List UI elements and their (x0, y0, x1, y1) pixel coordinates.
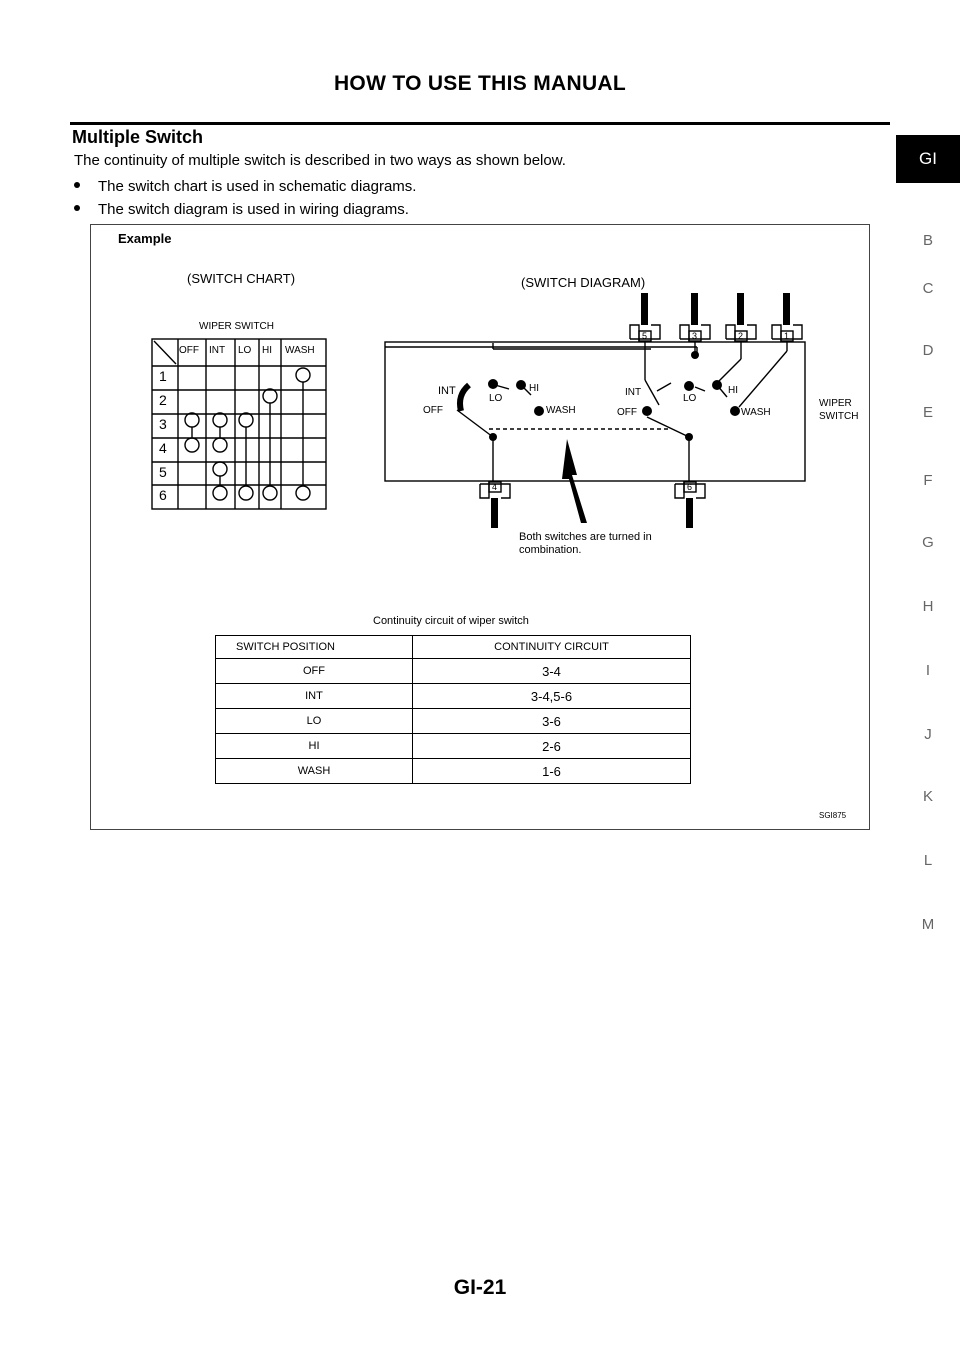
table-row (216, 709, 691, 734)
table-cell-position: INT (216, 684, 413, 709)
bullet-text: The switch chart is used in schematic diagrams. (98, 178, 417, 195)
side-tab-l[interactable]: L (923, 852, 933, 869)
wiper-switch-chart-label: WIPER SWITCH (199, 321, 274, 332)
right-switch-hi: HI (728, 385, 738, 396)
connector-number: 6 (687, 482, 693, 492)
table-caption: Continuity circuit of wiper switch (373, 615, 529, 627)
bullet-item (74, 178, 416, 195)
connector-number: 5 (642, 331, 648, 341)
wiper-switch-line1: WIPER (819, 398, 852, 409)
side-tab-g[interactable]: G (922, 534, 934, 551)
side-tab-k[interactable]: K (922, 788, 933, 805)
side-tab-active[interactable]: GI (896, 135, 960, 183)
table-cell-circuit: 3-4,5-6 (413, 684, 691, 709)
left-switch-int: INT (438, 385, 456, 397)
bullet-icon (74, 182, 80, 188)
table-cell-circuit: 3-4 (413, 659, 691, 684)
chart-row-label: 6 (159, 487, 167, 503)
example-label: Example (118, 231, 172, 246)
table-cell-position: OFF (216, 659, 413, 684)
right-switch-int: INT (625, 387, 642, 398)
connector-number: 2 (738, 331, 744, 341)
left-switch-wash: WASH (546, 405, 576, 416)
side-tab-d[interactable]: D (922, 342, 934, 359)
right-switch-off: OFF (617, 407, 637, 418)
chart-row-label: 2 (159, 392, 167, 408)
connector-number: 4 (492, 482, 498, 492)
table-row (216, 734, 691, 759)
page-header-title: HOW TO USE THIS MANUAL (333, 72, 627, 95)
table-cell-position: WASH (216, 759, 413, 784)
left-switch-hi: HI (529, 383, 539, 394)
table-cell-position: LO (216, 709, 413, 734)
bullet-item (74, 201, 409, 218)
table-row (216, 759, 691, 784)
example-figure (90, 224, 870, 830)
continuity-table (215, 635, 691, 784)
side-tab-i[interactable]: I (925, 662, 931, 679)
left-switch-lo: LO (489, 393, 503, 404)
table-row (216, 684, 691, 709)
switch-diagram-title: (SWITCH DIAGRAM) (521, 275, 646, 290)
chart-row-label: 1 (159, 368, 167, 384)
connector-number: 1 (784, 331, 790, 341)
side-tab-b[interactable]: B (922, 232, 933, 249)
table-header-row (216, 636, 691, 659)
table-cell-circuit: 3-6 (413, 709, 691, 734)
right-switch-wash: WASH (741, 407, 771, 418)
table-row (216, 659, 691, 684)
figure-code: SGI875 (819, 811, 847, 820)
left-switch-off: OFF (423, 405, 443, 416)
annotation-line1: Both switches are turned in (519, 531, 652, 543)
side-tab-f[interactable]: F (923, 472, 933, 489)
side-tab-m[interactable]: M (921, 916, 935, 933)
table-header-position: SWITCH POSITION (216, 636, 413, 659)
chart-corner-diagonal (154, 341, 176, 364)
annotation-line2: combination. (519, 544, 582, 556)
side-tab-c[interactable]: C (922, 280, 934, 297)
chart-row-label: 5 (159, 464, 167, 480)
wiper-switch-side-label (819, 397, 858, 423)
chart-col-off: OFF (179, 345, 199, 356)
side-tab-h[interactable]: H (922, 598, 934, 615)
wiper-switch-line2: SWITCH (819, 411, 859, 422)
bullet-text: The switch diagram is used in wiring diagrams. (98, 201, 409, 218)
side-tab-e[interactable]: E (922, 404, 933, 421)
combination-annotation (519, 531, 652, 557)
chart-col-wash: WASH (285, 345, 315, 356)
chart-col-lo: LO (238, 345, 252, 356)
header-rule (70, 122, 890, 125)
chart-row-label: 3 (159, 416, 167, 432)
table-cell-circuit: 2-6 (413, 734, 691, 759)
table-cell-circuit: 1-6 (413, 759, 691, 784)
table-header-circuit: CONTINUITY CIRCUIT (413, 636, 691, 659)
intro-text: The continuity of multiple switch is described in two ways as shown below. (74, 152, 566, 169)
side-tab-j[interactable]: J (924, 726, 932, 743)
connector-number: 3 (692, 331, 698, 341)
section-title: Multiple Switch (72, 127, 204, 147)
switch-chart-title: (SWITCH CHART) (187, 271, 296, 286)
chart-row-label: 4 (159, 440, 167, 456)
chart-col-int: INT (209, 345, 226, 356)
right-switch-lo: LO (683, 393, 697, 404)
chart-col-hi: HI (262, 345, 272, 356)
page-number: GI-21 (453, 1276, 507, 1299)
table-cell-position: HI (216, 734, 413, 759)
bullet-icon (74, 205, 80, 211)
